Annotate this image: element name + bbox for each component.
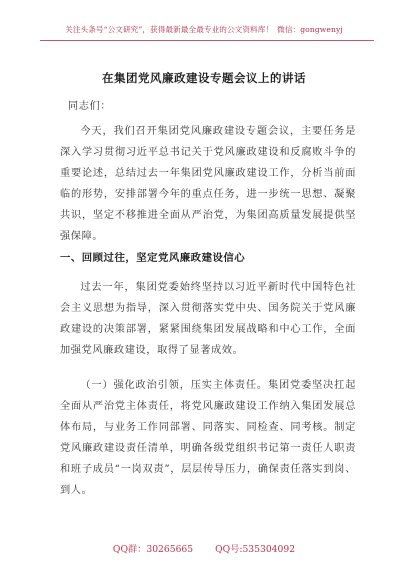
document-title: 在集团党风廉政建设专题会议上的讲话 bbox=[102, 71, 306, 85]
footer-contact bbox=[0, 541, 408, 555]
header-contact: 微信：gongwenyj bbox=[277, 25, 343, 34]
header-divider bbox=[40, 40, 374, 41]
header-banner bbox=[0, 24, 408, 35]
section-heading: 一、回顾过往，坚定党风廉政建设信心 bbox=[60, 252, 246, 264]
salutation: 同志们： bbox=[68, 101, 112, 112]
paragraph-review: 过去一年，集团党委始终坚持以习近平新时代中国特色社会主义思想为指导，深入贯彻落实党中央、国务院关于党风廉政建设的决策部署，紧紧围绕集团发展战略和中心工作，全面加强党风廉政建设，取得了显著成效。 bbox=[60, 282, 356, 356]
header-banner-text: 关注头条号“公文研究”，获得最新最全最专业的公文资料库！ bbox=[65, 25, 274, 34]
qq-group-text: QQ群：30265665 bbox=[112, 544, 194, 555]
qq-number-text: QQ号:535304092 bbox=[215, 544, 296, 555]
paragraph-intro: 今天，我们召开集团党风廉政建设专题会议，主要任务是深入学习贯彻习近平总书记关于党风廉政建设和反腐败斗争的重要论述，总结过去一年集团党风廉政建设工作，分析当前面临的形势，安排部署今年的重点任务，进一步统一思想、凝聚共识，坚定不移推进全面从严治党，为集团高质量发展提供坚强保障。 bbox=[60, 126, 356, 242]
paragraph-political-guidance: （一）强化政治引领，压实主体责任。集团党委坚决扛起全面从严治党主体责任，将党风廉政建设工作纳入集团发展总体布局，与业务工作同部署、同落实、同检查、同考核。制定党风廉政建设责任清单，明确各级党组织书记第一责任人职责和班子成员“一岗双责”，层层传导压力，确保责任落实到岗、到人。 bbox=[60, 380, 356, 496]
